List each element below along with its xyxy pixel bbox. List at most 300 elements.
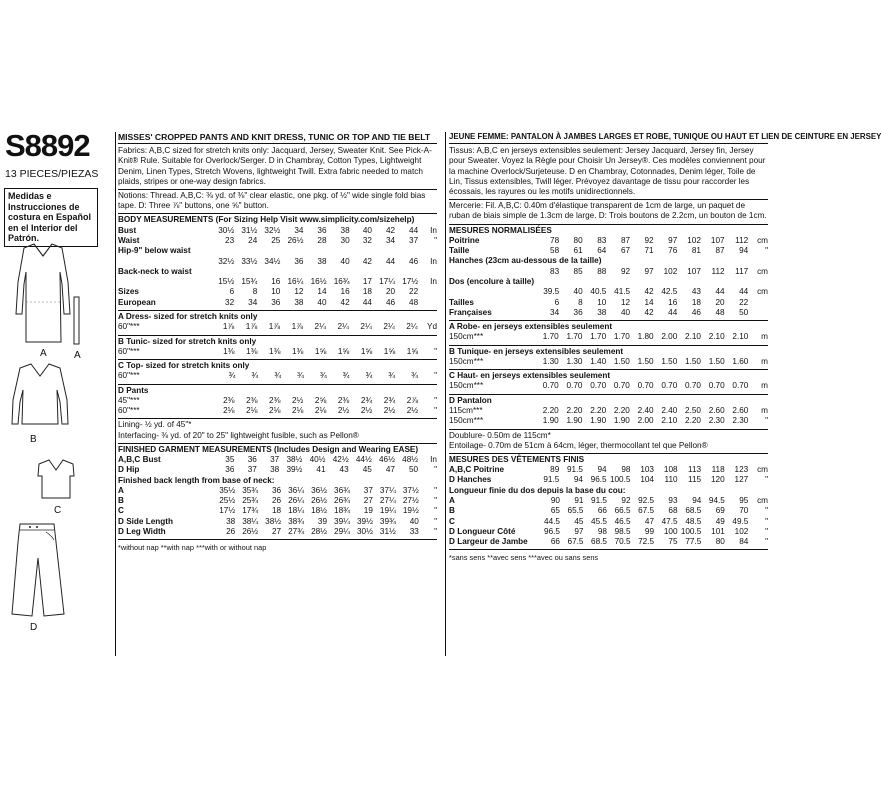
size-value: 107 [710,235,725,245]
size-value: 102 [663,266,678,276]
row-label: A,B,C Poitrine [449,465,505,475]
size-value: 42.5 [661,287,678,297]
table-row [449,256,768,266]
size-value: 2½ [383,406,396,415]
fabric-width: 60"*** [118,346,140,356]
table-row [118,527,437,537]
row-label: Françaises [449,307,492,317]
unit: In [430,256,437,266]
size-value: 2.60 [708,405,725,415]
finished-measurements-header: FINISHED GARMENT MEASUREMENTS (Includes Design and Wearing EASE) [118,444,419,454]
size-value: 1⅞ [268,322,281,332]
size-value: 92 [644,235,654,245]
size-value: 45 [574,516,584,526]
fabric-width: 150cm*** [449,356,484,366]
size-value: 0.70 [637,381,654,391]
size-value: 38¼ [242,516,259,526]
table-row [118,236,437,246]
size-value: 36¼ [288,485,305,495]
size-value: 42½ [332,454,349,464]
row-label [118,277,211,287]
size-value: 1.90 [566,416,583,426]
size-value: 40 [340,256,350,266]
view-label-b: B [30,434,37,445]
size-value: 6 [554,297,560,307]
english-notions: Notions: Thread. A,B,C: ⅜ yd. of ⅜" clear elastic, one pkg. of ½" wide single fold bias tape. D: Three ⅞" buttons, one ⅝" button. [118,191,426,211]
row-label: Poitrine [449,235,480,245]
size-value: 44 [362,297,372,307]
size-value: 1⅝ [314,346,327,356]
size-value: 25 [271,235,281,245]
size-value: 44.5 [544,516,560,526]
size-value: 37¼ [379,485,396,495]
divider [118,310,437,311]
size-value: 39¼ [334,516,350,526]
size-value: 108 [663,465,678,475]
size-value: 1.50 [637,356,654,366]
size-value: 2⅛ [246,406,258,415]
size-value: 32 [225,297,235,307]
size-value: ¾ [251,371,259,381]
size-value: 2¾ [383,395,396,405]
size-value: 0.70 [661,381,678,391]
vetements-finis-header: MESURES DES VÊTEMENTS FINIS [449,454,585,464]
size-value: 1.50 [661,356,678,366]
size-value: 36 [294,256,304,266]
size-value: 66.5 [614,506,631,516]
size-value: 91.5 [543,475,560,485]
size-value: 31½ [241,225,258,235]
size-value: 123 [734,465,749,475]
size-value: 30½ [356,526,373,536]
size-value: 1.90 [542,416,559,426]
size-value: 1⅜ [291,346,304,356]
back-length-table [118,486,437,537]
size-value: 26½ [311,496,327,505]
size-value: 1.70 [590,332,607,342]
size-value: 0.70 [708,381,725,391]
table-row [118,298,437,308]
table-row [449,332,768,342]
size-value: 17½ [219,506,236,516]
english-column [118,132,437,553]
size-value: 38 [226,516,236,526]
size-value: 127 [734,475,749,485]
table-row [449,277,768,287]
mesures-normalisees-table [449,236,768,318]
size-value: 44 [739,287,749,297]
table-row [449,527,768,537]
unit: m [761,356,768,366]
row-label: Taille [449,246,470,256]
table-row [118,455,437,465]
row-label: Sizes [118,287,139,297]
french-title: JEUNE FEMME: PANTALON À JAMBES LARGES ET ROBE, TUNIQUE OU HAUT ET LIEN DE CEINTURE EN JERSEY [449,132,768,144]
view-label-d: D [30,622,38,633]
tunic-yardage-label: B Tunic- sized for stretch knits only [118,336,257,346]
size-value: 2⅝ [314,395,327,405]
size-value: 40 [317,297,327,307]
size-value: 36 [225,465,235,475]
robe-metrage-table [449,332,768,342]
size-value: 104 [640,475,654,485]
mesures-normalisees-header: MESURES NORMALISÉES [449,225,552,235]
size-value: 24 [248,235,258,245]
size-value: 10 [597,297,607,307]
size-value: ¾ [274,371,282,381]
size-value: 2⅛ [291,406,304,415]
size-value: 48½ [402,454,419,464]
fabric-width: 60"*** [118,322,140,332]
size-value: 2.50 [685,405,701,415]
view-b-tunic-illustration [10,362,70,432]
size-value: 42 [362,256,372,266]
size-value: 84 [739,537,749,547]
unit: " [765,246,768,256]
divider [118,418,437,419]
row-label: Hip-9" below waist [118,246,191,256]
pants-yardage-table [118,396,437,417]
size-value: 1.30 [566,356,583,366]
size-value: 2¼ [360,322,372,332]
row-label [449,287,535,297]
size-value: 2.10 [661,416,678,426]
size-value: 31½ [379,526,396,536]
unit: " [434,526,437,536]
size-value: 16 [668,297,678,307]
size-value: 97 [644,266,654,276]
size-value: 2⅜ [246,395,258,405]
size-value: 67.5 [567,537,584,547]
size-value: 48.5 [685,516,702,526]
size-value: ¾ [342,371,350,381]
size-value: 85 [573,266,583,276]
divider [449,453,768,454]
size-value: 25¾ [242,496,259,505]
size-value: 32½ [218,256,235,266]
size-value: 96.5 [590,475,607,485]
size-value: 113 [688,465,702,475]
size-value: 94 [692,495,702,505]
unit: cm [757,495,768,505]
table-row [449,298,768,308]
size-value: 2¼ [406,322,418,332]
size-value: 38¾ [288,516,305,526]
table-row [118,287,437,297]
size-value: 61 [573,246,583,256]
fabric-width: 115cm*** [449,405,483,415]
tunic-yardage-table [118,347,437,357]
size-value: 69 [715,506,725,516]
size-value: 18 [271,506,282,516]
size-value: 103 [640,465,654,475]
view-label-a-belt: A [74,350,81,361]
doublure-info: Doublure- 0.50m de 115cm* [449,430,551,440]
longueur-header: Longueur finie du dos depuis la base du cou: [449,485,626,495]
size-value: 26½ [242,526,259,536]
size-value: 50 [408,465,419,475]
size-value: 47 [385,465,395,475]
unit: " [434,346,437,356]
size-value: 2⅜ [337,395,350,405]
size-value: 33 [409,526,419,536]
size-value: 43 [339,465,349,475]
size-value: 1⅝ [360,346,373,356]
divider [449,199,768,200]
size-value: 102 [734,526,749,536]
unit [418,287,437,297]
top-yardage-table [118,371,437,381]
size-value: 1.90 [590,416,607,426]
size-value: 100.5 [609,475,631,485]
size-value: 18 [362,287,372,297]
unit [748,298,768,308]
size-value: 44 [668,307,678,317]
divider [118,384,437,385]
unit: " [765,516,768,526]
size-value: 67.5 [638,506,655,516]
size-value: 2¼ [383,322,395,332]
size-value: 48 [715,307,725,317]
size-value: 2.60 [732,405,749,415]
size-value: 107 [687,266,701,276]
size-value: 29¼ [334,526,350,536]
size-value: 2.20 [542,405,559,415]
size-value: 2⅜ [269,395,281,405]
divider [118,213,437,214]
size-value: 112 [735,235,749,245]
size-value: 27 [363,496,373,505]
view-label-a-dress: A [40,348,47,359]
unit: " [434,485,437,495]
size-value: 1.80 [637,332,654,342]
size-value: 102 [687,235,701,245]
table-row [449,465,768,475]
unit: " [434,371,437,381]
divider [449,345,768,346]
size-value: 1⅜ [246,346,258,356]
size-value: 40 [362,225,372,235]
size-value: 15¾ [241,277,258,287]
size-value: 98 [621,465,631,475]
size-value: 35¾ [242,485,259,495]
size-value: ¾ [365,371,373,381]
size-value: 32½ [264,225,281,235]
tunique-metrage-label: B Tunique- en jerseys extensibles seulement [449,346,624,356]
size-value: 2.20 [590,405,607,415]
unit: " [434,235,437,245]
size-value: 38 [597,307,607,317]
divider [449,429,768,430]
size-value: 70.5 [614,537,631,547]
left-panel [0,0,112,794]
size-value: 19½ [402,506,419,516]
size-value: 36 [573,307,583,317]
size-value: 83 [597,235,607,245]
size-value: 33½ [241,256,258,266]
size-value: 77.5 [685,537,702,547]
size-value: 110 [664,475,678,485]
size-value: 2⅛ [223,406,235,415]
size-value: 27¾ [288,526,305,536]
size-value: 112 [711,266,725,276]
size-value: 39½ [286,465,303,475]
divider [449,320,768,321]
table-row [449,236,768,246]
table-row [118,486,437,496]
size-value: 18 [691,297,701,307]
row-label: D Side Length [118,516,174,526]
size-value: 2.00 [637,416,654,426]
size-value: 46.5 [614,516,631,526]
size-value: 118 [711,465,725,475]
size-value: 94 [597,465,607,475]
english-fabrics: Fabrics: A,B,C sized for stretch knits only: Jacquard, Jersey, Sweater Knit. See Pick-A-Knit® Rule. Suitable for Overlock/Serger. D in Chambray, Cotton Types, Lightweight Denim, Linen Types, Stretch Wovens, lightweight Twill. Extra fabric needed to match plaids, stripes or one-way design fabrics. [118,146,432,186]
size-value: 80 [573,235,583,245]
unit: m [761,381,768,391]
back-length-header: Finished back length from base of neck: [118,475,275,485]
divider [449,224,768,225]
view-label-c: C [54,505,62,516]
size-value: 72.5 [638,537,655,547]
size-value: 12 [620,297,631,307]
table-row [449,381,768,391]
size-value: 91 [574,495,584,505]
size-value: 68 [668,506,678,516]
size-value: 2⅛ [269,406,281,415]
size-value: 39½ [356,516,373,526]
size-value: 47 [644,516,655,526]
table-row [118,226,437,236]
size-value: 16½ [310,277,327,287]
size-value: 19¼ [379,506,396,516]
size-value: 38½ [286,454,303,464]
english-title: MISSES' CROPPED PANTS AND KNIT DRESS, TUNIC OR TOP AND TIE BELT [118,132,437,144]
size-value: 91.5 [567,465,583,475]
pieces-count: 13 PIECES/PIEZAS [5,168,99,180]
size-value: 42 [644,307,654,317]
table-row [449,308,768,318]
size-value: 65.5 [567,506,584,516]
size-value: 8 [578,297,583,307]
size-value: ¾ [319,371,327,381]
size-value: 22 [409,287,419,297]
size-value: 93 [668,495,678,505]
unit: " [434,395,437,405]
row-label: D Longueur Côté [449,526,516,536]
table-row [118,406,437,416]
size-value: 1.60 [732,356,749,366]
unit: cm [757,266,768,276]
fabric-width: 150cm*** [449,381,484,391]
size-value: 2.10 [732,332,749,342]
unit: cm [757,235,768,245]
row-label: Hanches (23cm au-dessous de la taille) [449,256,602,266]
size-value: 2⅜ [223,395,235,405]
size-value: 15½ [218,277,235,287]
size-value: 46 [385,297,396,307]
size-value: 18¼ [288,506,305,516]
size-value: 48 [409,297,419,307]
french-column [449,132,881,564]
size-value: 2.10 [708,332,725,342]
size-value: 0.70 [566,381,583,391]
size-value: 2.30 [732,416,749,426]
size-value: 37 [270,454,280,464]
size-value: 28 [317,235,327,245]
table-row [449,506,768,516]
size-value: 40½ [309,454,326,464]
size-value: 88 [597,266,607,276]
size-value: 2.40 [637,405,654,415]
size-value: 40 [573,287,583,297]
longueur-table [449,496,768,547]
unit: In [430,454,437,464]
size-value: 32 [362,235,372,245]
size-value: 41.5 [614,287,631,297]
table-row [118,506,437,516]
row-label: Waist [118,235,140,245]
size-value: 26½ [287,235,304,245]
row-label: European [118,297,156,307]
pantalon-metrage-table [449,406,768,427]
size-value: 91.5 [591,495,607,505]
size-value: 10 [271,287,281,297]
row-label: B [449,506,455,516]
size-value: 0.70 [685,381,701,391]
row-label [449,267,535,277]
divider [449,549,768,550]
size-value: 1.30 [542,356,559,366]
size-value: 97 [574,526,584,536]
size-value: 36 [271,485,282,495]
size-value: 17½ [402,277,419,287]
divider [449,369,768,370]
size-value: 2.20 [685,416,701,426]
size-value: 98.5 [614,526,631,536]
row-label: D Hanches [449,475,492,485]
size-value: 26 [271,496,282,505]
size-value: 89 [550,465,560,475]
size-value: 36¾ [334,485,350,495]
entoilage-info: Entoilage- 0.70m de 51cm à 64cm, léger, thermocollant tel que Pellon® [449,440,708,450]
size-value: 64 [597,246,607,256]
french-mercerie: Mercerie: Fil. A,B,C: 0.40m d'élastique transparent de 1cm de large, un paquet de ruban de biais simple de 1.3cm de large. D: Trois boutons de 2.2cm, un bouton de 1cm. [449,201,767,221]
size-value: 1⅝ [383,346,396,356]
size-value: 2½ [406,406,419,415]
unit: " [765,537,768,547]
size-value: 1⅜ [269,346,281,356]
table-row [449,416,768,426]
tie-belt-illustration [72,296,82,346]
row-label: C [118,506,124,516]
size-value: 2.30 [708,416,725,426]
unit: cm [757,287,768,297]
finished-measurements-table [118,455,437,476]
divider [118,539,437,540]
size-value: 2⅞ [406,395,419,405]
size-value: 95 [739,495,749,505]
size-value: 90 [550,495,560,505]
size-value: 42 [385,225,396,235]
size-value: 38 [317,256,327,266]
unit: cm [757,465,768,475]
table-row [449,537,768,547]
size-value: 99 [644,526,655,536]
size-value: 1⅝ [337,346,350,356]
size-value: 44 [385,256,396,266]
row-label: D Hip [118,465,140,475]
